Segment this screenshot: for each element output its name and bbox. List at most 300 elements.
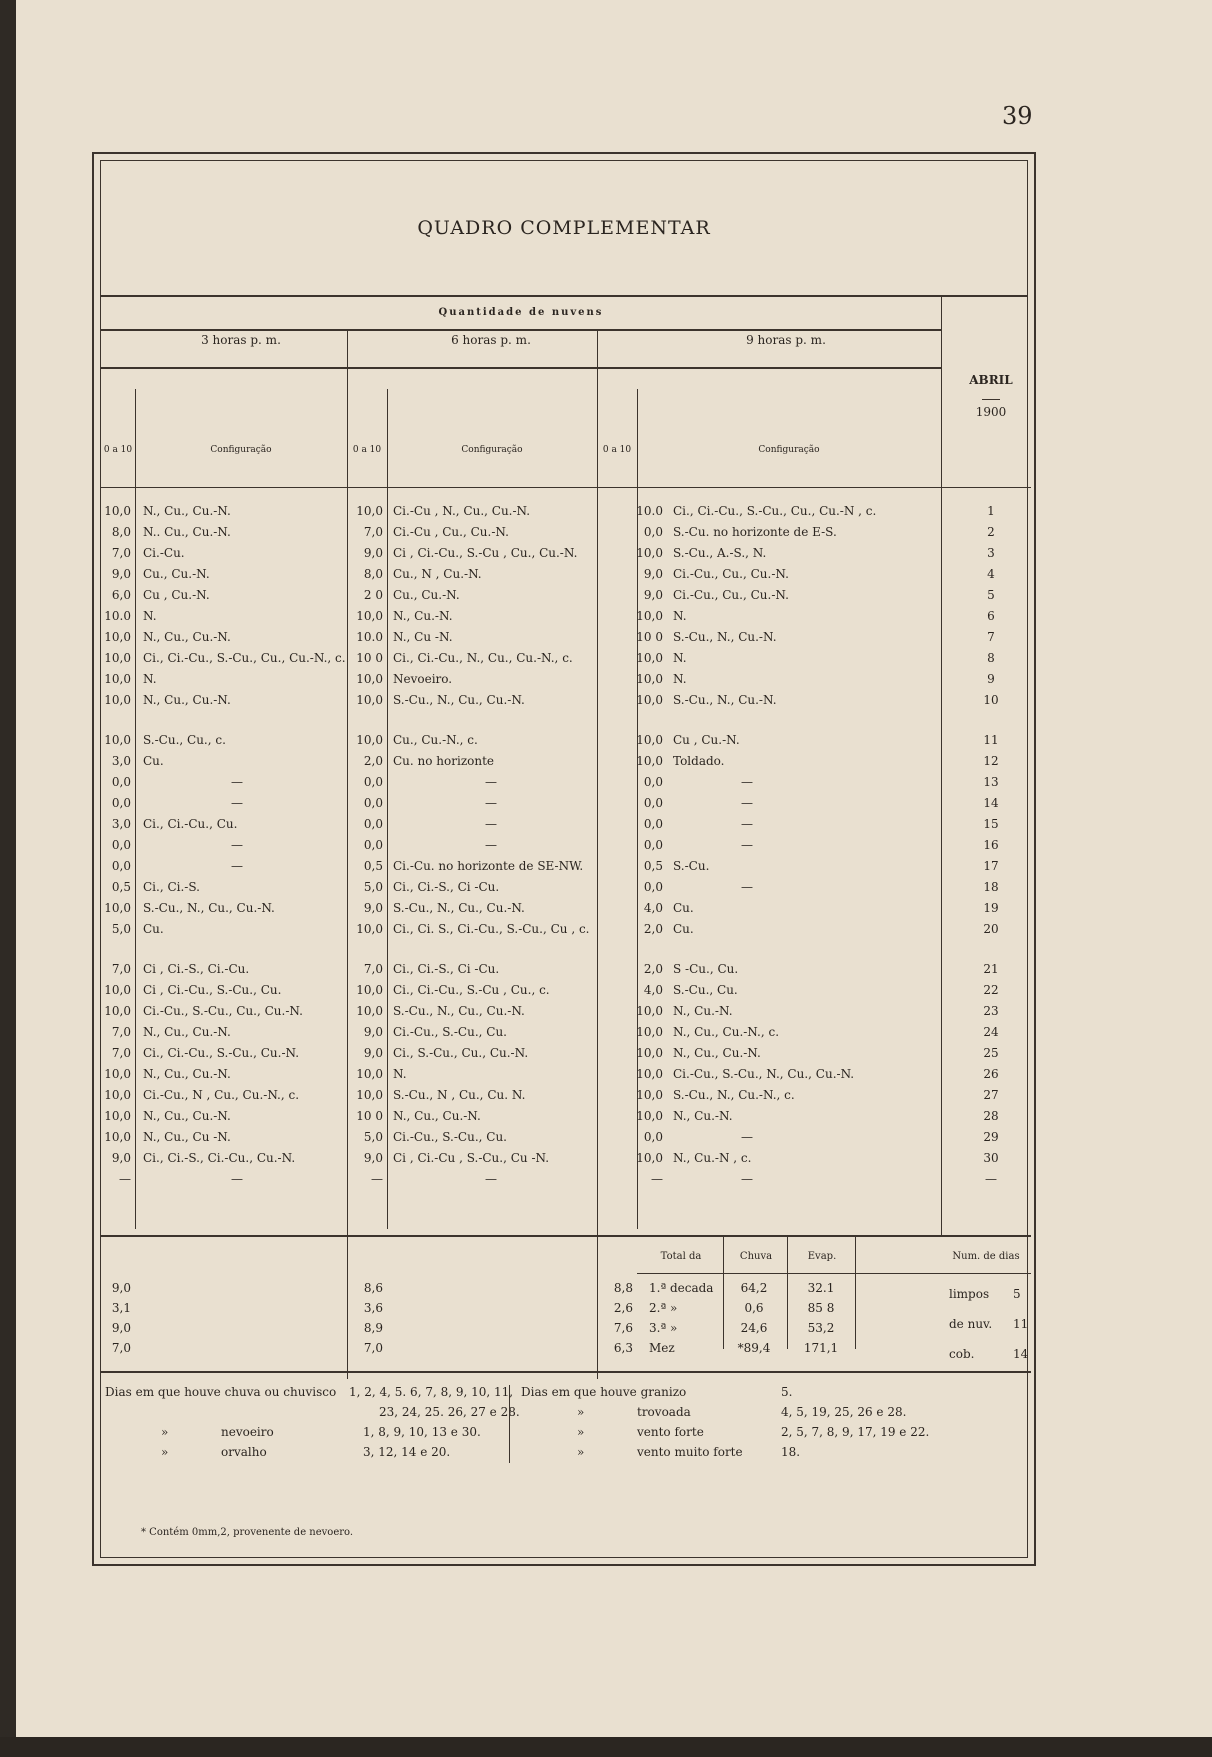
cloud-6pm-config: — [485,817,497,831]
avg-9pm: 7,6 [613,1321,633,1335]
nevoeiro-label: nevoeiro [221,1425,274,1439]
page-edge-bottom [0,1737,1212,1757]
cloud-6pm-value: 7,0 [363,525,383,539]
cloud-6pm-value: 9,0 [363,1046,383,1060]
cloud-3pm-value: 3,0 [111,754,131,768]
day-number: 5 [987,588,995,602]
year-label: 1900 [975,405,1007,419]
end-dash: — [231,1172,243,1186]
cloud-9pm-config: N., Cu., Cu.-N., c. [673,1025,780,1039]
footnote: * Contém 0mm,2, provenente de nevoero. [141,1527,354,1538]
limpos-label: limpos [949,1287,990,1301]
cloud-6pm-value: 10,0 [356,1004,383,1018]
table-row [101,751,1031,772]
cloud-6pm-value: 9,0 [363,901,383,915]
cloud-3pm-config: Ci., Ci.-Cu., Cu. [143,817,238,831]
cloud-3pm-value: 0,0 [111,838,131,852]
cloud-9pm-value: 0,0 [643,838,663,852]
table-row [101,522,1031,543]
cloud-3pm-config: Ci , Ci.-Cu., S.-Cu., Cu. [143,983,282,997]
footer-rule [101,1371,1031,1373]
cloud-9pm-value: 4,0 [643,983,663,997]
cloud-3pm-config: Ci.-Cu., S.-Cu., Cu., Cu.-N. [143,1004,303,1018]
table-row [101,627,1031,648]
table-row [101,814,1031,835]
table-row [101,1064,1031,1085]
cloud-9pm-config: — [741,838,753,852]
day-number: 11 [983,733,999,747]
cloud-9pm-config: — [741,880,753,894]
table-row [101,856,1031,877]
evap-value: 171,1 [803,1341,839,1355]
cloud-3pm-value: 10,0 [104,1004,131,1018]
cloud-9pm-config: Ci., Ci.-Cu., S.-Cu., Cu., Cu.-N , c. [673,504,877,518]
ditto-1: » [161,1425,169,1439]
cloud-9pm-value: 10,0 [636,1067,663,1081]
table-row [101,648,1031,669]
day-number: 4 [987,567,995,581]
table-row [101,772,1031,793]
vento-muito-forte-days: 18. [781,1445,801,1459]
config-rule [101,367,941,369]
cloud-6pm-config: N., Cu., Cu.-N. [393,1109,481,1123]
day-number: 19 [983,901,999,915]
cloud-9pm-config: N., Cu., Cu.-N. [673,1046,761,1060]
cloud-6pm-value: 10,0 [356,609,383,623]
cloud-9pm-value: 10.0 [636,504,663,518]
cloud-6pm-value: 0,0 [363,775,383,789]
end-dash: — [741,1172,753,1186]
cloud-3pm-value: 7,0 [111,1046,131,1060]
granizo-text: Dias em que houve granizo [521,1385,687,1399]
period-3pm: 3 horas p. m. [201,333,281,347]
cloud-6pm-value: 10,0 [356,1088,383,1102]
ditto-2: » [161,1445,169,1459]
end-dash: — [119,1172,131,1186]
chuva-days-2: 23, 24, 25. 26, 27 e 28. [379,1405,520,1419]
cloud-3pm-value: 0,0 [111,796,131,810]
avg-9pm: 6,3 [613,1341,633,1355]
cloud-9pm-value: 10,0 [636,693,663,707]
cloud-3pm-config: Ci., Ci.-S., Ci.-Cu., Cu.-N. [143,1151,296,1165]
trovoada-days: 4, 5, 19, 25, 26 e 28. [781,1405,907,1419]
day-number: 9 [987,672,995,686]
cloud-6pm-config: Ci., Ci.-S., Ci -Cu. [393,962,500,976]
cloud-6pm-config: S.-Cu., N., Cu., Cu.-N. [393,693,525,707]
cloud-6pm-config: Ci , Ci.-Cu., S.-Cu , Cu., Cu.-N. [393,546,578,560]
cloud-9pm-config: S.-Cu., A.-S., N. [673,546,767,560]
cloud-3pm-value: 10,0 [104,1067,131,1081]
period-6pm: 6 horas p. m. [451,333,531,347]
table-row [101,1001,1031,1022]
cloud-9pm-config: Ci.-Cu., S.-Cu., N., Cu., Cu.-N. [673,1067,855,1081]
cloud-6pm-config: — [485,796,497,810]
cloud-3pm-value: 10,0 [104,672,131,686]
cloud-9pm-value: 0,0 [643,775,663,789]
evap-label: Evap. [807,1251,837,1262]
cloud-3pm-config: — [231,775,243,789]
cloud-3pm-config: N. [143,672,157,686]
chuva-value: 0,6 [744,1301,764,1315]
cloud-6pm-value: 9,0 [363,1151,383,1165]
cloud-6pm-config: Nevoeiro. [393,672,453,686]
cloud-6pm-value: 0,0 [363,838,383,852]
cloud-9pm-value: 2,0 [643,962,663,976]
cloud-3pm-value: 10,0 [104,651,131,665]
chuva-days-1: 1, 2, 4, 5. 6, 7, 8, 9, 10, 11, [349,1385,514,1399]
cloud-9pm-value: 0,0 [643,796,663,810]
cloud-3pm-value: 0,0 [111,859,131,873]
cloud-6pm-config: S.-Cu., N., Cu., Cu.-N. [393,1004,525,1018]
col-scale-2: 0 a 10 [352,445,382,455]
nuv-value: 11 [1013,1317,1029,1331]
cloud-6pm-value: 9,0 [363,1025,383,1039]
cloud-6pm-value: 10,0 [356,504,383,518]
chuva-days-text: Dias em que houve chuva ou chuvisco [105,1385,337,1399]
cloud-9pm-config: S.-Cu., N., Cu.-N. [673,630,777,644]
day-number: 1 [987,504,995,518]
cloud-3pm-value: 7,0 [111,1025,131,1039]
cloud-3pm-config: Cu. [143,922,164,936]
cloud-9pm-config: — [741,796,753,810]
col-scale-3: 0 a 10 [602,445,632,455]
table-row [101,898,1031,919]
cloud-6pm-value: 8,0 [363,567,383,581]
cloud-3pm-config: N., Cu., Cu.-N. [143,1025,231,1039]
cloud-6pm-config: Ci , Ci.-Cu , S.-Cu., Cu -N. [393,1151,550,1165]
stats-header-rule [637,1273,1031,1274]
period-label: 3.ª » [649,1321,678,1335]
day-number: 7 [987,630,995,644]
cloud-6pm-value: 10 0 [356,651,383,665]
cloud-9pm-config: S.-Cu. [673,859,710,873]
cloud-6pm-config: Cu. no horizonte [393,754,495,768]
table-row [101,959,1031,980]
cloud-3pm-value: 0,0 [111,775,131,789]
chuva-value: 64,2 [740,1281,768,1295]
cloud-3pm-value: 10.0 [104,609,131,623]
cloud-6pm-config: N., Cu.-N. [393,609,453,623]
cloud-9pm-value: 9,0 [643,567,663,581]
cloud-6pm-config: Ci., S.-Cu., Cu., Cu.-N. [393,1046,529,1060]
cloud-9pm-value: 0,0 [643,525,663,539]
cloud-6pm-config: Ci., Ci. S., Ci.-Cu., S.-Cu., Cu , c. [393,922,590,936]
cloud-9pm-value: 10,0 [636,1151,663,1165]
stats-rule [101,1235,1031,1237]
cloud-9pm-value: 10,0 [636,1088,663,1102]
cloud-6pm-config: Ci.-Cu. no horizonte de SE-NW. [393,859,584,873]
cloud-3pm-config: N., Cu., Cu -N. [143,1130,231,1144]
cloud-9pm-config: N. [673,672,687,686]
table-row [101,690,1031,711]
cloud-3pm-config: N., Cu., Cu.-N. [143,1109,231,1123]
day-number: 13 [983,775,999,789]
cloud-3pm-config: N.. Cu., Cu.-N. [143,525,231,539]
day-number: 23 [983,1004,999,1018]
table-row [101,564,1031,585]
avg-9pm: 8,8 [613,1281,633,1295]
stats-divider-2 [787,1235,788,1349]
day-number: 3 [987,546,995,560]
data-rows [101,501,1031,1190]
cloud-6pm-config: Ci.-Cu., S.-Cu., Cu. [393,1130,507,1144]
day-number: 24 [983,1025,999,1039]
cloud-9pm-value: 2,0 [643,922,663,936]
cloud-6pm-config: Ci.-Cu., S.-Cu., Cu. [393,1025,507,1039]
cloud-6pm-config: Cu., Cu.-N. [393,588,460,602]
cloud-3pm-value: 0,5 [111,880,131,894]
vento-forte-label: vento forte [637,1425,704,1439]
cloud-9pm-config: Cu. [673,901,694,915]
cloud-3pm-value: 10,0 [104,1088,131,1102]
cloud-3pm-value: 9,0 [111,1151,131,1165]
cloud-9pm-config: N. [673,609,687,623]
day-number: 17 [983,859,999,873]
cloud-6pm-config: S.-Cu., N , Cu., Cu. N. [393,1088,526,1102]
day-number: 30 [983,1151,999,1165]
chuva-label: Chuva [739,1251,773,1262]
day-number: 26 [983,1067,999,1081]
cloud-9pm-value: 0,0 [643,1130,663,1144]
cloud-3pm-value: 10,0 [104,630,131,644]
cloud-6pm-config: Ci., Ci.-S., Ci -Cu. [393,880,500,894]
cloud-3pm-value: 3,0 [111,817,131,831]
cloud-3pm-value: 10,0 [104,733,131,747]
cloud-9pm-value: 10 0 [636,630,663,644]
cloud-9pm-value: 10,0 [636,651,663,665]
cloud-9pm-config: S -Cu., Cu. [673,962,739,976]
evap-value: 85 8 [807,1301,835,1315]
cloud-3pm-config: N., Cu., Cu.-N. [143,630,231,644]
cloud-9pm-config: — [741,775,753,789]
cloud-3pm-value: 6,0 [111,588,131,602]
end-dash: — [485,1172,497,1186]
cloud-6pm-value: 10,0 [356,733,383,747]
table-row [101,1148,1031,1169]
day-number: 25 [983,1046,999,1060]
cloud-6pm-value: 2 0 [363,588,383,602]
day-number: 28 [983,1109,999,1123]
cloud-6pm-value: 10,0 [356,922,383,936]
cloud-3pm-config: Ci., Ci.-Cu., S.-Cu., Cu.-N. [143,1046,300,1060]
day-number: 14 [983,796,999,810]
cloud-9pm-value: 10,0 [636,1004,663,1018]
cloud-9pm-config: S.-Cu. no horizonte de E-S. [673,525,837,539]
cloud-9pm-config: S.-Cu., N., Cu.-N. [673,693,777,707]
cloud-3pm-config: Ci., Ci.-S. [143,880,200,894]
dash-row [101,1169,1031,1190]
period-label: 1.ª decada [649,1281,714,1295]
end-dash: — [651,1172,663,1186]
cloud-9pm-config: Cu. [673,922,694,936]
table-row [101,669,1031,690]
cloud-6pm-config: — [485,838,497,852]
total-label: Total da [660,1251,702,1262]
table-row [101,585,1031,606]
cloud-6pm-config: Ci.-Cu , N., Cu., Cu.-N. [393,504,531,518]
end-dash: — [985,1172,997,1186]
month-bar [982,399,1000,400]
cloud-3pm-config: N., Cu., Cu.-N. [143,504,231,518]
vento-forte-days: 2, 5, 7, 8, 9, 17, 19 e 22. [781,1425,930,1439]
day-number: 12 [983,754,999,768]
cloud-6pm-config: S.-Cu., N., Cu., Cu.-N. [393,901,525,915]
cloud-9pm-value: 10,0 [636,754,663,768]
ditto-4: » [577,1425,585,1439]
cloud-9pm-config: N. [673,651,687,665]
vento-muito-forte-label: vento muito forte [637,1445,743,1459]
cloud-6pm-value: 10,0 [356,693,383,707]
trovoada-label: trovoada [637,1405,691,1419]
cloud-6pm-config: — [485,775,497,789]
header-bottom-rule [101,487,1031,488]
day-number: 6 [987,609,995,623]
table-row [101,793,1031,814]
cloud-3pm-config: Ci., Ci.-Cu., S.-Cu., Cu., Cu.-N., c. [143,651,346,665]
cloud-9pm-value: 10,0 [636,609,663,623]
orvalho-label: orvalho [221,1445,267,1459]
cloud-9pm-value: 0,0 [643,817,663,831]
cloud-3pm-value: 10,0 [104,1109,131,1123]
limpos-value: 5 [1013,1287,1021,1301]
cloud-9pm-config: S.-Cu., Cu. [673,983,738,997]
avg-6pm: 3,6 [363,1301,383,1315]
cloud-6pm-value: 2,0 [363,754,383,768]
avg-3pm: 9,0 [111,1281,131,1295]
evap-value: 53,2 [807,1321,835,1335]
cloud-6pm-config: Ci.-Cu , Cu., Cu.-N. [393,525,509,539]
table-row [101,543,1031,564]
month-label: ABRIL [969,373,1013,387]
day-number: 2 [987,525,995,539]
cloud-6pm-value: 10 0 [356,1109,383,1123]
evap-value: 32.1 [807,1281,835,1295]
cloud-9pm-value: 10,0 [636,1109,663,1123]
day-number: 16 [983,838,999,852]
table-row [101,1022,1031,1043]
table-row [101,980,1031,1001]
avg-6pm: 8,6 [363,1281,383,1295]
table-frame [92,152,1036,1566]
cob-value: 14 [1013,1347,1029,1361]
cloud-6pm-config: Cu., N , Cu.-N. [393,567,482,581]
cloud-9pm-config: Cu , Cu.-N. [673,733,740,747]
cloud-3pm-config: Cu., Cu.-N. [143,567,210,581]
stats-divider-3 [855,1235,856,1349]
cloud-6pm-config: N., Cu -N. [393,630,453,644]
cloud-9pm-value: 10,0 [636,733,663,747]
granizo-days: 5. [781,1385,793,1399]
cloud-6pm-value: 5,0 [363,1130,383,1144]
cloud-9pm-value: 10,0 [636,1025,663,1039]
avg-3pm: 3,1 [111,1301,131,1315]
cloud-6pm-config: Ci., Ci.-Cu., S.-Cu , Cu., c. [393,983,550,997]
table-title: QUADRO COMPLEMENTAR [417,217,711,239]
cloud-9pm-config: Toldado. [673,754,725,768]
table-row [101,835,1031,856]
avg-6pm: 8,9 [363,1321,383,1335]
table-row [101,919,1031,940]
avg-3pm: 9,0 [111,1321,131,1335]
day-number: 21 [983,962,999,976]
nuv-label: de nuv. [949,1317,993,1331]
day-number: 20 [983,922,999,936]
period-label: 2.ª » [649,1301,678,1315]
cloud-3pm-config: Cu. [143,754,164,768]
cloud-3pm-value: 7,0 [111,962,131,976]
cloud-9pm-value: 4,0 [643,901,663,915]
table-row [101,730,1031,751]
cloud-3pm-config: Ci.-Cu., N , Cu., Cu.-N., c. [143,1088,300,1102]
table-row [101,877,1031,898]
cloud-9pm-config: Ci.-Cu., Cu., Cu.-N. [673,567,789,581]
cob-label: cob. [949,1347,975,1361]
cloud-3pm-config: Ci , Ci.-S., Ci.-Cu. [143,962,250,976]
days-label: Num. de dias [952,1251,1020,1262]
cloud-6pm-value: 0,0 [363,796,383,810]
nevoeiro-days: 1, 8, 9, 10, 13 e 30. [363,1425,481,1439]
cloud-6pm-value: 9,0 [363,546,383,560]
cloud-3pm-config: — [231,859,243,873]
cloud-9pm-config: Ci.-Cu., Cu., Cu.-N. [673,588,789,602]
chuva-value: 24,6 [740,1321,768,1335]
cloud-3pm-value: 10,0 [104,983,131,997]
cloud-6pm-value: 10,0 [356,1067,383,1081]
cloud-3pm-config: — [231,796,243,810]
period-9pm: 9 horas p. m. [746,333,826,347]
cloud-9pm-value: 0,5 [643,859,663,873]
day-number: 10 [983,693,999,707]
cloud-6pm-config: Cu., Cu.-N., c. [393,733,478,747]
cloud-3pm-value: 9,0 [111,567,131,581]
col-config-1: Configuração [210,445,272,455]
cloud-6pm-value: 7,0 [363,962,383,976]
cloud-3pm-config: Ci.-Cu. [143,546,185,560]
cloud-3pm-value: 7,0 [111,546,131,560]
table-inner-frame [100,160,1028,1558]
day-number: 18 [983,880,999,894]
day-number: 15 [983,817,999,831]
cloud-9pm-value: 9,0 [643,588,663,602]
cloud-3pm-config: Cu , Cu.-N. [143,588,210,602]
cloud-9pm-value: 10,0 [636,546,663,560]
orvalho-days: 3, 12, 14 e 20. [363,1445,451,1459]
cloud-6pm-value: 0,5 [363,859,383,873]
avg-9pm: 2,6 [613,1301,633,1315]
table-row [101,1043,1031,1064]
col-config-2: Configuração [461,445,523,455]
cloud-9pm-config: — [741,817,753,831]
cloud-9pm-config: N., Cu.-N , c. [673,1151,752,1165]
cloud-9pm-value: 0,0 [643,880,663,894]
day-number: 8 [987,651,995,665]
cloud-9pm-config: S.-Cu., N., Cu.-N., c. [673,1088,795,1102]
chuva-value: *89,4 [737,1341,771,1355]
cloud-3pm-value: 8,0 [111,525,131,539]
col-scale-1: 0 a 10 [103,445,133,455]
cloud-3pm-value: 10,0 [104,1130,131,1144]
day-number: 27 [983,1088,999,1102]
avg-3pm: 7,0 [111,1341,131,1355]
cloud-3pm-config: S.-Cu., N., Cu., Cu.-N. [143,901,275,915]
cloud-9pm-config: N., Cu.-N. [673,1004,733,1018]
day-number: 22 [983,983,999,997]
stats-divider-1 [723,1235,724,1349]
cloud-6pm-value: 5,0 [363,880,383,894]
table-row [101,501,1031,522]
cloud-9pm-config: — [741,1130,753,1144]
footer-divider [509,1385,510,1463]
